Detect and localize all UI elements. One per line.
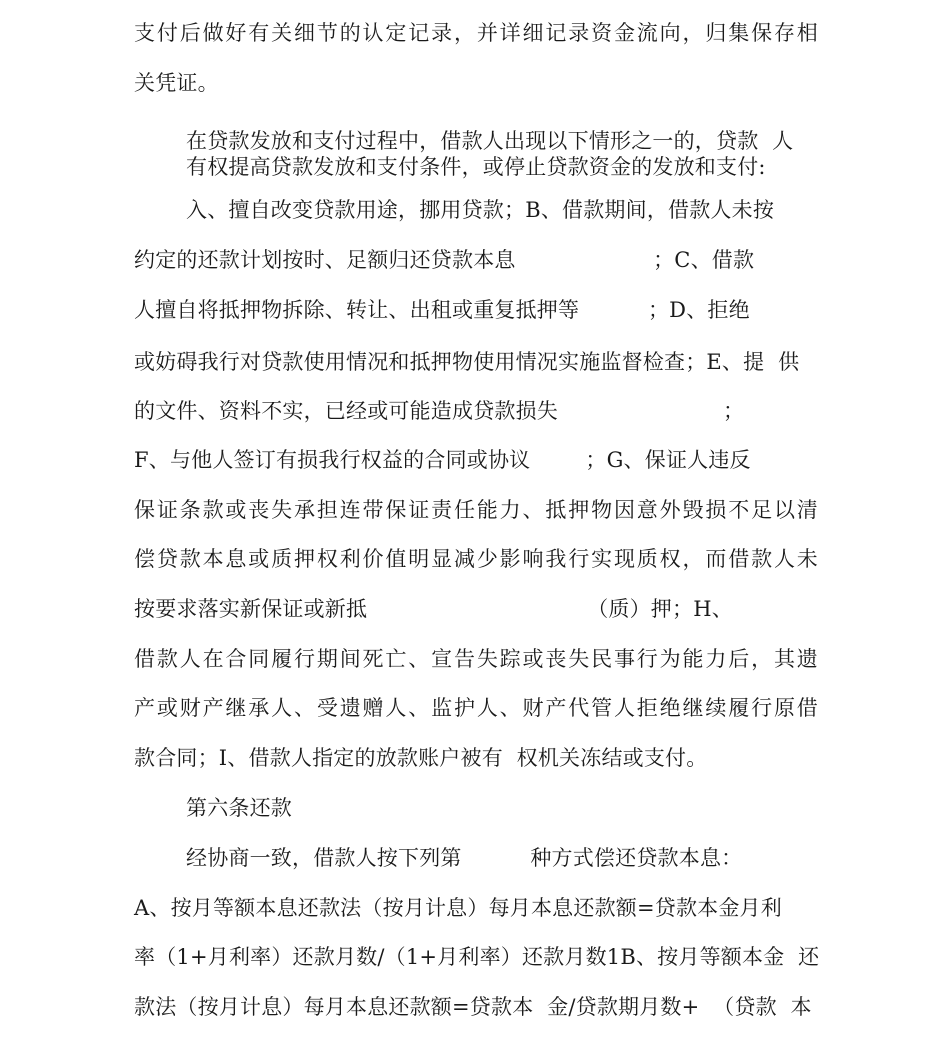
section-heading: 第六条还款	[186, 796, 292, 820]
paragraph-line: 经协商一致，借款人按下列第 种方式偿还贷款本息：	[186, 846, 743, 870]
paragraph-line: 支付后做好有关细节的认定记录，并详细记录资金流向，归集保存相	[134, 21, 818, 45]
paragraph-line: 产或财产继承人、受遗赠人、监护人、财产代管人拒绝继续履行原借	[134, 696, 818, 720]
paragraph-line: 保证条款或丧失承担连带保证责任能力、抵押物因意外毁损不足以清	[134, 498, 818, 522]
paragraph-line: F、与他人签订有损我行权益的合同或协议 ；G、保证人违反	[134, 448, 751, 472]
paragraph-line: 有权提高贷款发放和支付条件，或停止贷款资金的发放和支付:	[186, 155, 766, 179]
paragraph-line: 约定的还款计划按时、足额归还贷款本息 ；C、借款	[134, 248, 755, 272]
paragraph-line: 款法（按月计息）每月本息还款额=贷款本 金/贷款期月数+ （贷款 本	[134, 995, 812, 1019]
paragraph-line: 在贷款发放和支付过程中，借款人出现以下情形之一的，贷款 人	[186, 129, 794, 153]
paragraph-line: 人擅自将抵押物拆除、转让、出租或重复抵押等 ；D、拒绝	[134, 298, 750, 322]
paragraph-line: 率（1+月利率）还款月数/（1+月利率）还款月数1B、按月等额本金 还	[134, 945, 820, 969]
paragraph-line: 入、擅自改变贷款用途，挪用贷款；B、借款期间，借款人未按	[186, 198, 775, 222]
paragraph-line: 款合同；I、借款人指定的放款账户被有 权机关冻结或支付。	[134, 746, 708, 770]
paragraph-line: A、按月等额本息还款法（按月计息）每月本息还款额=贷款本金月利	[134, 896, 782, 920]
paragraph-line: 借款人在合同履行期间死亡、宣告失踪或丧失民事行为能力后，其遗	[134, 647, 818, 671]
paragraph-line: 按要求落实新保证或新抵 （质）押；H、	[134, 597, 733, 621]
paragraph-line: 关凭证。	[134, 71, 219, 95]
paragraph-line: 或妨碍我行对贷款使用情况和抵押物使用情况实施监督检查；E、提 供	[134, 350, 800, 374]
paragraph-line: 偿贷款本息或质押权利价值明显减少影响我行实现质权，而借款人未	[134, 547, 818, 571]
paragraph-line: 的文件、资料不实，已经或可能造成贷款损失 ；	[134, 399, 745, 423]
